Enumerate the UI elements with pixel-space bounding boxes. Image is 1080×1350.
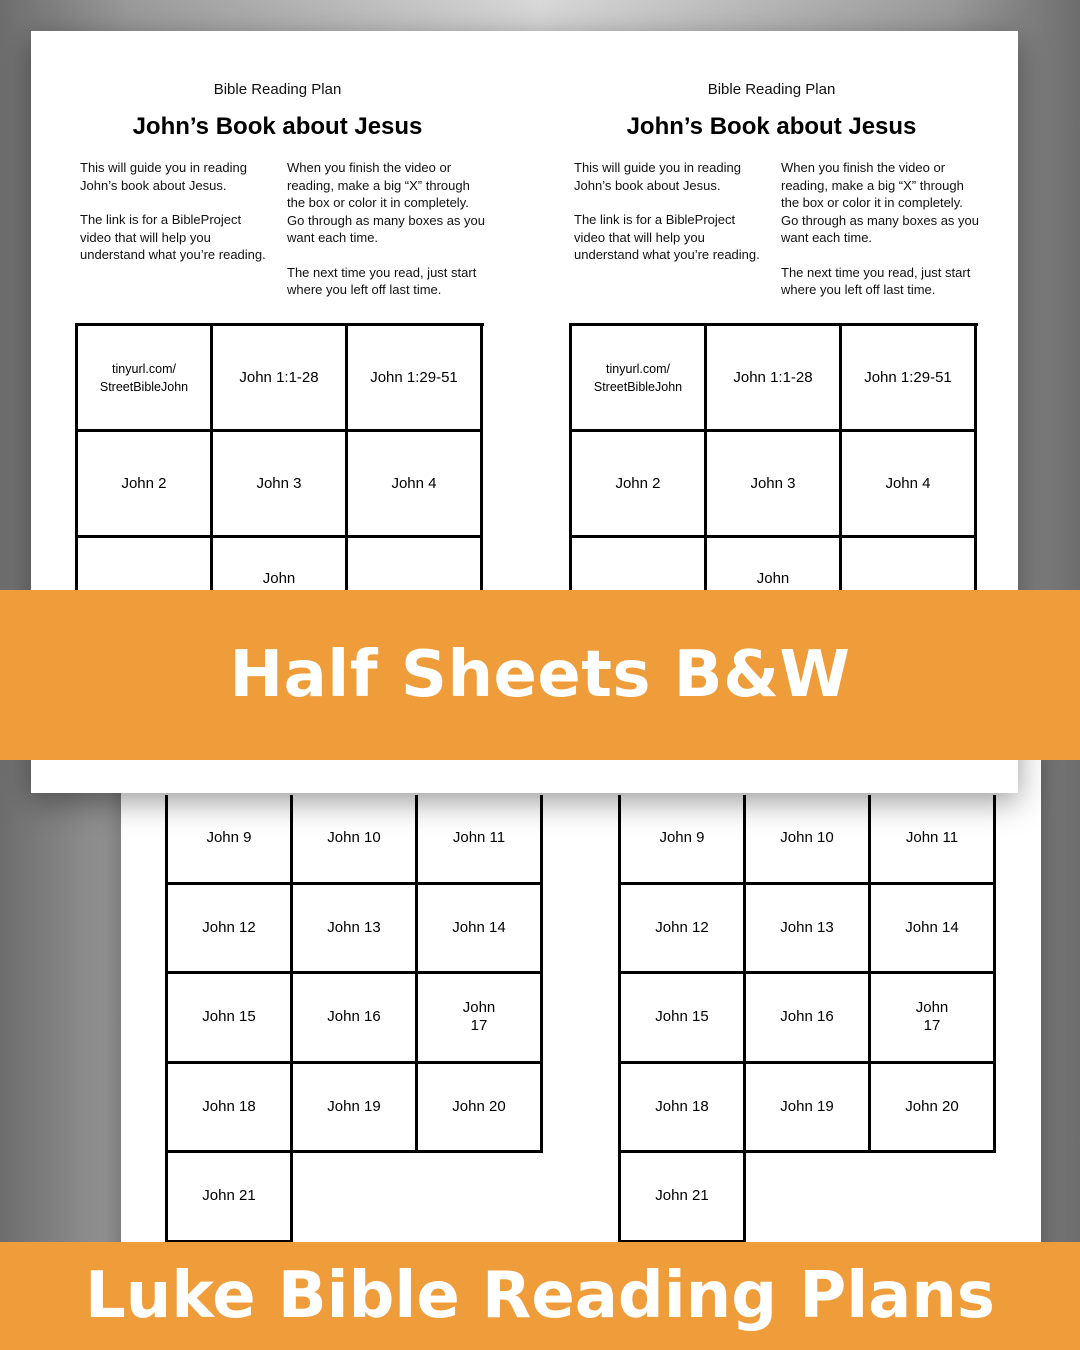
grid-cell: John 3 [707,432,842,538]
grid-cell: John 12 [621,885,746,975]
sheet-title: John’s Book about Jesus [626,113,917,140]
intro-paragraph: The link is for a BibleProject video that will help you understand what you’re reading. [80,212,266,262]
grid-cell: John 21 [621,1153,746,1243]
grid-cell: John 10 [746,795,871,885]
grid-cell: John 2 [78,432,213,538]
intro-paragraph: This will guide you in reading John’s book about Jesus. [574,160,741,193]
grid-cell: John [213,538,348,644]
grid-cell: John 3 [213,432,348,538]
instructions-text [287,159,487,316]
grid-cell: John 19 [746,1064,871,1154]
grid-cell: John 20 [871,1064,996,1154]
reading-grid-lower-left [165,795,546,1243]
grid-cell: John 18 [621,1064,746,1154]
instructions-paragraph: When you finish the video or reading, make a big “X” through the box or color it in completely. Go through as many boxes as you want each time. [781,160,980,245]
banner-reading-plans: Luke Bible Reading Plans [0,1242,1080,1350]
grid-cell: John 11 [418,795,543,885]
sheet-title: John’s Book about Jesus [132,113,423,140]
instructions-paragraph: When you finish the video or reading, make a big “X” through the box or color it in completely. Go through as many boxes as you want each time. [287,160,486,245]
sheet-header: Bible Reading Plan [213,81,342,98]
grid-cell: John 11 [871,795,996,885]
grid-cell: John 21 [168,1153,293,1243]
grid-cell: John 2 [572,432,707,538]
grid-cell: John 15 [621,974,746,1064]
grid-cell-link: tinyurl.com/ StreetBibleJohn [78,326,213,432]
instructions-paragraph: The next time you read, just start where you left off last time. [287,264,477,297]
sheet-header: Bible Reading Plan [707,81,836,98]
intro-paragraph: This will guide you in reading John’s book about Jesus. [80,160,247,193]
grid-cell: John 17 [418,974,543,1064]
grid-cell: John 9 [621,795,746,885]
intro-text [80,159,275,281]
grid-cell: John 1:1-28 [213,326,348,432]
grid-cell: John 12 [168,885,293,975]
grid-cell: John 1:29-51 [348,326,483,432]
grid-cell: John 10 [293,795,418,885]
grid-cell: John 14 [418,885,543,975]
grid-cell: John 15 [168,974,293,1064]
back-page [121,740,1041,1260]
grid-cell: John 20 [418,1064,543,1154]
intro-text [574,159,769,281]
grid-cell: John 18 [168,1064,293,1154]
grid-cell: John 13 [746,885,871,975]
grid-cell: John 4 [842,432,977,538]
grid-cell: John 1:29-51 [842,326,977,432]
grid-cell: John 16 [293,974,418,1064]
grid-cell: John 9 [168,795,293,885]
grid-cell: John 4 [348,432,483,538]
reading-grid-lower-right [618,795,999,1243]
grid-cell: John 17 [871,974,996,1064]
grid-cell: John 14 [871,885,996,975]
grid-cell: John 13 [293,885,418,975]
grid-cell: John [707,538,842,644]
instructions-text [781,159,981,316]
instructions-paragraph: The next time you read, just start where you left off last time. [781,264,971,297]
grid-cell: John 16 [746,974,871,1064]
banner-half-sheets: Half Sheets B&W [0,590,1080,760]
grid-cell: John 1:1-28 [707,326,842,432]
intro-paragraph: The link is for a BibleProject video that will help you understand what you’re reading. [574,212,760,262]
grid-cell: John 19 [293,1064,418,1154]
grid-cell-link: tinyurl.com/ StreetBibleJohn [572,326,707,432]
